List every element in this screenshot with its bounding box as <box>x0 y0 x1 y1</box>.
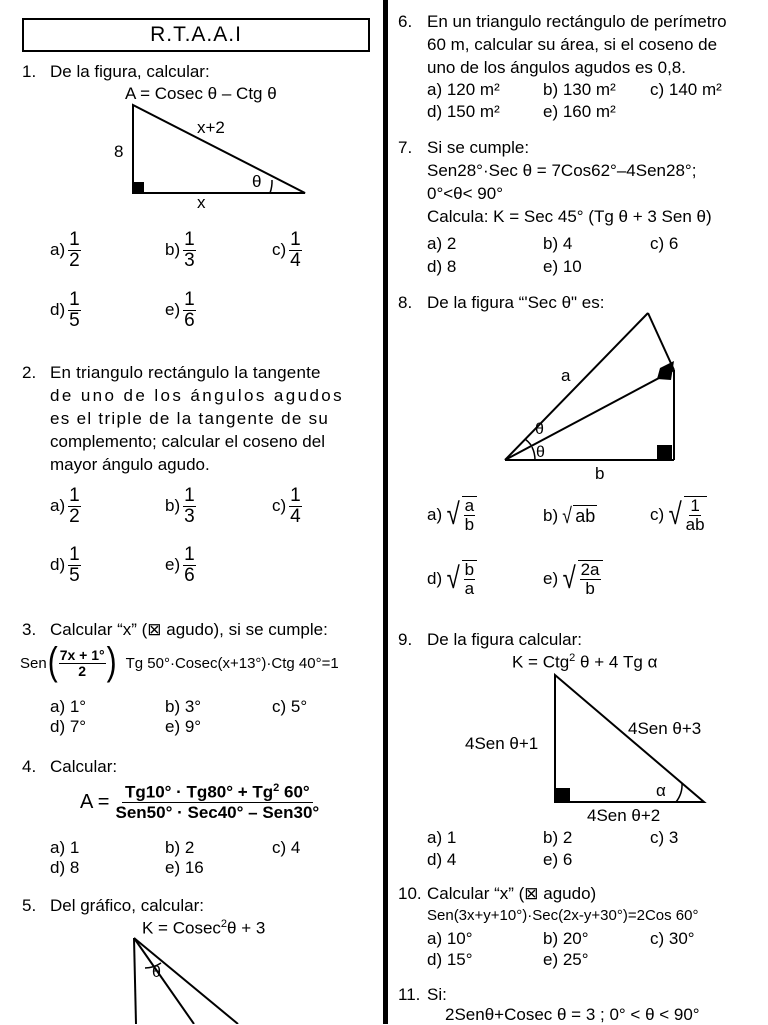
q9-option-a[interactable]: a) 1 <box>427 828 457 847</box>
q8-option-d[interactable]: d) √ $\frac{b}{a}$ <box>427 560 477 598</box>
q9-formula: K = Ctg$^2$ θ + 4 Tg α <box>512 652 658 672</box>
q2-option-d[interactable]: d) $\frac{1}{5}$ <box>50 544 80 586</box>
q7-option-d[interactable]: d) 8 <box>427 257 457 276</box>
q10-option-b[interactable]: b) 20° <box>543 929 589 948</box>
q8-option-c[interactable]: c) √ $\frac{1}{ab}$ <box>650 496 705 534</box>
q9-option-b[interactable]: b) 2 <box>543 828 573 847</box>
q6-option-d[interactable]: d) 150 m² <box>427 102 500 121</box>
q2-line-3: es el triple de la tangente de su <box>50 409 330 428</box>
q9-figure <box>460 670 720 830</box>
q1-formula: A = Cosec θ – Ctg θ <box>125 84 277 103</box>
q1-option-a[interactable]: a) $\frac{1}{2}$ <box>50 229 80 271</box>
q4-equation: A = $Tg10^\circ \cdot Tg80^\circ + Tg^2$ 60° Sen50° · Sec40° – Sen30° <box>80 782 320 823</box>
q9-number: 9. <box>398 630 413 649</box>
q1-triangle-figure <box>100 100 320 215</box>
q3-option-b[interactable]: b) 3° <box>165 697 202 716</box>
q6-line-1: En un triangulo rectángulo de perímetro <box>427 12 727 31</box>
q6-option-a[interactable]: a) 120 m² <box>427 80 500 99</box>
q4-text: Calcular: <box>50 757 118 776</box>
q7-line-3: 0°<θ< 90° <box>427 184 503 203</box>
q7-option-a[interactable]: a) 2 <box>427 234 457 253</box>
q1-option-b[interactable]: b) $\frac{1}{3}$ <box>165 229 195 271</box>
q6-line-2: 60 m, calcular su área, si el coseno de <box>427 35 718 54</box>
q1-number: 1. <box>22 62 37 81</box>
q4-option-c[interactable]: c) 4 <box>272 838 301 857</box>
q8-label-b: b <box>595 464 605 483</box>
q2-option-b[interactable]: b) $\frac{1}{3}$ <box>165 485 195 527</box>
q1-option-c[interactable]: c) $\frac{1}{4}$ <box>272 229 301 271</box>
q9-text: De la figura calcular: <box>427 630 582 649</box>
q3-option-c[interactable]: c) 5° <box>272 697 308 716</box>
q2-line-2: de uno de los ángulos agudos <box>50 386 345 405</box>
q1-base-label: x <box>197 193 206 212</box>
q11-text: Si: <box>427 985 447 1004</box>
q10-option-d[interactable]: d) 15° <box>427 950 473 969</box>
q8-option-b[interactable]: b) √ ab <box>543 503 596 528</box>
q3-option-a[interactable]: a) 1° <box>50 697 87 716</box>
q4-option-e[interactable]: e) 16 <box>165 858 204 877</box>
q6-option-e[interactable]: e) 160 m² <box>543 102 616 121</box>
q8-text: De la figura “'Sec θ" es: <box>427 293 605 312</box>
q6-option-c[interactable]: c) 140 m² <box>650 80 722 99</box>
q3-option-e[interactable]: e) 9° <box>165 717 202 736</box>
q8-option-a[interactable]: a) √ $\frac{a}{b}$ <box>427 496 477 534</box>
q2-line-1: En triangulo rectángulo la tangente <box>50 363 321 382</box>
q2-line-5: mayor ángulo agudo. <box>50 455 210 474</box>
q8-angle-1: θ <box>535 421 544 438</box>
q4-option-b[interactable]: b) 2 <box>165 838 195 857</box>
q7-line-2: Sen28°·Sec θ = 7Cos62°–4Sen28°; <box>427 161 697 180</box>
q10-option-c[interactable]: c) 30° <box>650 929 695 948</box>
q4-option-d[interactable]: d) 8 <box>50 858 80 877</box>
q8-option-e[interactable]: e) √ $\frac{2a}{b}$ <box>543 560 603 598</box>
q11-equation: 2Senθ+Cosec θ = 3 ; 0° < θ < 90° <box>445 1005 700 1024</box>
q3-option-d[interactable]: d) 7° <box>50 717 87 736</box>
q9-option-c[interactable]: c) 3 <box>650 828 679 847</box>
q2-option-e[interactable]: e) $\frac{1}{6}$ <box>165 544 195 586</box>
q5-text: Del gráfico, calcular: <box>50 896 205 915</box>
q5-number: 5. <box>22 896 37 915</box>
q9-base-label: 4Sen θ+2 <box>587 806 661 825</box>
page-title: R.T.A.A.I <box>22 18 370 52</box>
q6-line-3: uno de los ángulos agudos es 0,8. <box>427 58 686 77</box>
q2-line-4: complemento; calcular el coseno del <box>50 432 325 451</box>
q9-option-d[interactable]: d) 4 <box>427 850 457 869</box>
q5-figure <box>120 935 260 1024</box>
q1-option-e[interactable]: e) $\frac{1}{6}$ <box>165 289 195 331</box>
q8-figure <box>495 308 685 483</box>
column-divider <box>383 0 388 1024</box>
q4-option-a[interactable]: a) 1 <box>50 838 80 857</box>
q1-angle-label: θ <box>252 172 262 191</box>
q9-left-label: 4Sen θ+1 <box>465 734 539 753</box>
q8-number: 8. <box>398 293 413 312</box>
q7-option-e[interactable]: e) 10 <box>543 257 582 276</box>
q2-number: 2. <box>22 363 37 382</box>
q1-text: De la figura, calcular: <box>50 62 210 81</box>
q10-text: Calcular “x” (⊠ agudo) <box>427 884 597 903</box>
q7-option-b[interactable]: b) 4 <box>543 234 573 253</box>
q2-option-c[interactable]: c) $\frac{1}{4}$ <box>272 485 301 527</box>
q10-number: 10. <box>398 884 422 903</box>
q5-formula: K = Cosec$^2$θ + 3 <box>142 918 266 938</box>
q1-option-d[interactable]: d) $\frac{1}{5}$ <box>50 289 80 331</box>
q9-option-e[interactable]: e) 6 <box>543 850 573 869</box>
q1-hyp-label: x+2 <box>197 118 225 137</box>
q5-angle-label: θ <box>152 964 161 981</box>
q10-option-a[interactable]: a) 10° <box>427 929 473 948</box>
q6-number: 6. <box>398 12 413 31</box>
q8-angle-2: θ <box>536 444 545 461</box>
q9-hyp-label: 4Sen θ+3 <box>628 719 702 738</box>
q9-angle-label: α <box>656 781 666 800</box>
q2-option-a[interactable]: a) $\frac{1}{2}$ <box>50 485 80 527</box>
q3-equation: Sen ( $\frac{7x + 1^\circ}{2}$ ) Tg 50°·Cosec(x+13°)·Ctg 40°=1 <box>20 640 339 684</box>
q6-option-b[interactable]: b) 130 m² <box>543 80 616 99</box>
q3-text: Calcular “x” (⊠ agudo), si se cumple: <box>50 620 328 639</box>
q10-equation: Sen(3x+y+10°)·Sec(2x-y+30°)=2Cos 60° <box>427 907 699 924</box>
q7-line-4: Calcula: K = Sec 45° (Tg θ + 3 Sen θ) <box>427 207 712 226</box>
q11-number: 11. <box>398 985 421 1004</box>
q4-number: 4. <box>22 757 37 776</box>
q7-option-c[interactable]: c) 6 <box>650 234 679 253</box>
q3-number: 3. <box>22 620 37 639</box>
q1-side-left: 8 <box>114 142 124 161</box>
q7-line-1: Si se cumple: <box>427 138 530 157</box>
q8-label-a: a <box>561 366 571 385</box>
q10-option-e[interactable]: e) 25° <box>543 950 589 969</box>
q7-number: 7. <box>398 138 413 157</box>
